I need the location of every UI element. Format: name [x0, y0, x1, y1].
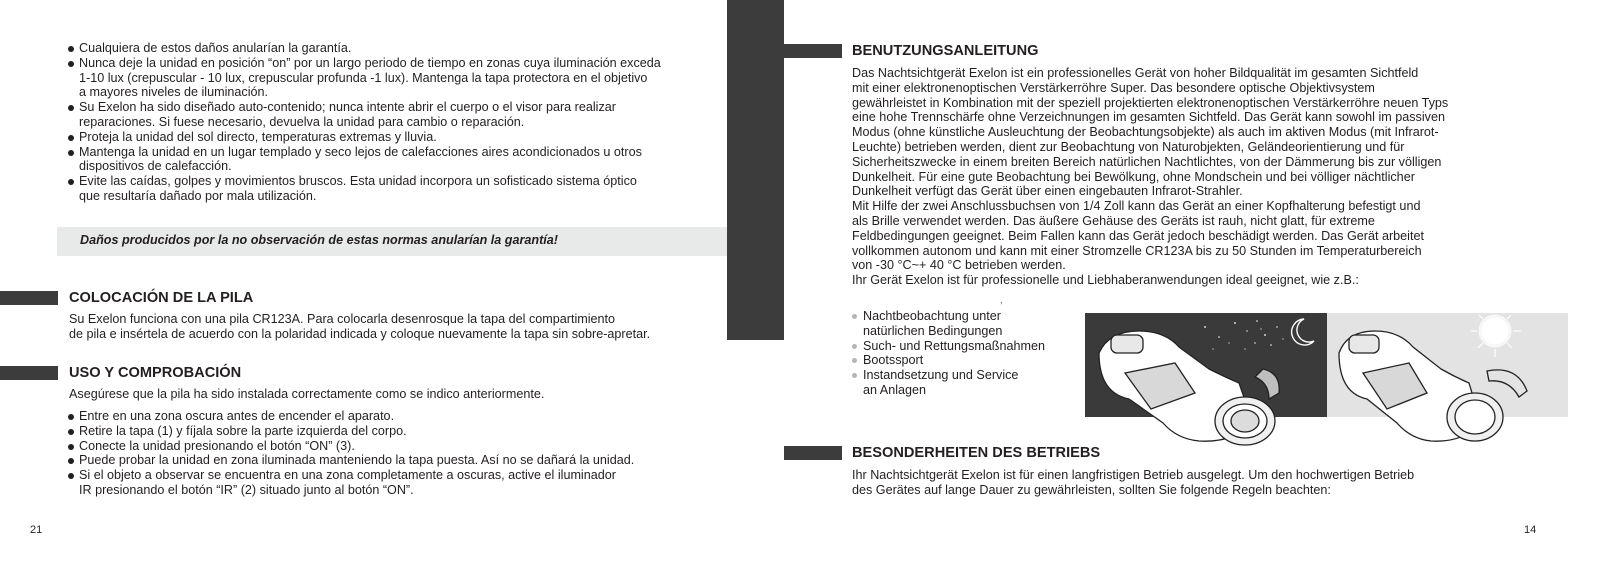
list-item-line: Nachtbeobachtung unter	[863, 309, 1001, 323]
paragraph-line: Modus (ohne künstliche Ausleuchtung der Beobachtungsobjekte) als auch im aktiven Modus (mit Infrarot-	[852, 125, 1439, 140]
list-item-line: dispositivos de calefacción.	[79, 159, 232, 174]
paragraph-line: Ihr Gerät Exelon ist für professionelle und Liebhaberanwendungen ideal geeignet, wie z.B.:	[852, 273, 1359, 288]
section-marker-bar	[0, 366, 58, 380]
stray-mark: ,	[1000, 295, 1003, 305]
list-item	[851, 309, 1081, 339]
warranty-bullet-list	[67, 41, 707, 204]
list-item-line: Proteja la unidad del sol directo, temperaturas extremas y lluvia.	[79, 129, 437, 144]
paragraph-line: Dunkelheit. Für eine gute Beobachtung bei Bewölkung, ohne Mondschein und bei völliger nächtlicher	[852, 169, 1415, 184]
night-vision-device-icon	[1099, 331, 1279, 445]
paragraph-line: von -30 °C~+ 40 °C betrieben werden.	[852, 258, 1066, 273]
uses-bullet-list	[851, 309, 1081, 398]
list-item-line: IR presionando el botón “IR” (2) situado junto al botón “ON”.	[79, 482, 414, 497]
operation-paragraph	[852, 468, 1414, 498]
paragraph-line: Das Nachtsichtgerät Exelon ist ein professionelles Gerät von hoher Bildqualität im gesamten Sichtfeld	[852, 66, 1419, 80]
list-item	[67, 145, 707, 175]
manual-paragraph	[852, 66, 1448, 288]
list-item	[67, 439, 707, 454]
list-item	[851, 368, 1081, 398]
list-item	[67, 100, 707, 130]
day-scene-image	[1327, 313, 1568, 417]
list-item	[67, 41, 707, 56]
list-item-line: Instandsetzung und Service	[863, 368, 1019, 383]
list-item-line: natürlichen Bedingungen	[863, 323, 1003, 338]
battery-paragraph	[69, 312, 650, 342]
section-marker-bar	[0, 291, 58, 305]
list-item	[67, 424, 707, 439]
list-item-line: Such- und Rettungsmaßnahmen	[863, 338, 1046, 353]
list-item-line: Entre en una zona oscura antes de encender el aparato.	[79, 409, 395, 423]
night-vision-device-icon	[1339, 331, 1527, 441]
usage-heading: USO Y COMPROBACIÓN	[69, 365, 242, 381]
paragraph-line: gewährleistet in Kombination mit der speziell projektierten elektronenoptischen Verstärkerröhre neuen Typs	[852, 95, 1449, 110]
sun-icon	[1471, 307, 1521, 357]
section-marker-bar	[784, 446, 842, 460]
list-item	[851, 339, 1081, 354]
list-item	[851, 353, 1081, 368]
list-item-line: Evite las caídas, golpes y movimientos bruscos. Esta unidad incorpora un sofisticado sistema óptico	[79, 174, 637, 189]
moon-icon	[1292, 319, 1314, 345]
list-item-line: 1-10 lux (crepuscular - 10 lux, crepuscular profunda -1 lux). Mantenga la tapa protectora en el objetivo	[79, 70, 648, 85]
page-number: 14	[1524, 524, 1537, 536]
list-item-line: que resultaría dañado por mala utilización.	[79, 188, 317, 203]
paragraph-line: mit einer elektronenoptischen Verstärkerröhre Super. Das besondere optische Objektivsystem	[852, 80, 1375, 95]
paragraph-line: Dunkelheit verfügt das Gerät über einen eingebauten Infrarot-Strahler.	[852, 184, 1243, 199]
list-item	[67, 453, 707, 468]
night-scene-image	[1085, 313, 1327, 417]
paragraph-line: Ihr Nachtsichtgerät Exelon ist für einen langfristigen Betrieb ausgelegt. Um den hochwertigen Betrieb	[852, 468, 1415, 482]
list-item	[67, 56, 707, 100]
list-item	[67, 468, 707, 498]
list-item	[67, 130, 707, 145]
list-item-line: a mayores niveles de iluminación.	[79, 85, 268, 100]
list-item-line: Cualquiera de estos daños anularían la garantía.	[79, 41, 352, 55]
manual-heading: BENUTZUNGSANLEITUNG	[852, 43, 1039, 59]
stars-icon	[1204, 320, 1284, 349]
warranty-notice-text: Daños producidos por la no observación de estas normas anularían la garantía!	[80, 233, 558, 247]
paragraph-line: Su Exelon funciona con una pila CR123A. Para colocarla desenrosque la tapa del compartimiento	[69, 312, 616, 326]
usage-intro: Asegúrese que la pila ha sido instalada correctamente como se indico anteriormente.	[69, 387, 545, 401]
paragraph-line: Mit Hilfe der zwei Anschlussbuchsen von 1/4 Zoll kann das Gerät an einer Kopfhalterung befestigt und	[852, 199, 1421, 214]
list-item-line: Mantenga la unidad en un lugar templado y seco lejos de calefacciones aires acondicionados u otros	[79, 144, 642, 159]
page-number: 21	[30, 524, 43, 536]
list-item-line: Si el objeto a observar se encuentra en una zona completamente a oscuras, active el iluminador	[79, 468, 616, 483]
paragraph-line: eine hohe Trennschärfe ohne Verzeichnungen im gesamten Sichtfeld. Das Gerät kann sowohl im passiven	[852, 110, 1445, 125]
list-item-line: Puede probar la unidad en zona iluminada manteniendo la tapa puesta. Así no se dañará la unidad.	[79, 453, 635, 468]
list-item-line: Retire la tapa (1) y fíjala sobre la parte izquierda del corpo.	[79, 423, 407, 438]
list-item-line: Conecte la unidad presionando el botón “ON” (3).	[79, 438, 355, 453]
list-item	[67, 174, 707, 204]
paragraph-line: als Brille verwendet werden. Das äußere Gehäuse des Geräts ist rauh, nicht glatt, für extreme	[852, 213, 1375, 228]
list-item	[67, 409, 707, 424]
paragraph-line: Leuchte) betrieben werden, dient zur Beobachtung von Naturobjekten, Geländeorientierung und für	[852, 139, 1405, 154]
battery-heading: COLOCACIÓN DE LA PILA	[69, 290, 254, 306]
list-item-line: Bootssport	[863, 353, 924, 368]
usage-bullet-list	[67, 409, 707, 498]
center-dark-band	[727, 0, 784, 340]
list-item-line: reparaciones. Si fuese necesario, devuelva la unidad para cambio o reparación.	[79, 114, 525, 129]
list-item-line: Su Exelon ha sido diseñado auto-contenido; nunca intente abrir el cuerpo o el visor para realizar	[79, 100, 616, 115]
section-marker-bar	[784, 44, 842, 58]
operation-heading: BESONDERHEITEN DES BETRIEBS	[852, 445, 1101, 461]
paragraph-line: des Gerätes auf lange Dauer zu gewährleisten, sollten Sie folgende Regeln beachten:	[852, 482, 1331, 497]
list-item-line: Nunca deje la unidad en posición “on” por un largo periodo de tiempo en zonas cuya iluminación exceda	[79, 55, 661, 70]
paragraph-line: Feldbedingungen geeignet. Beim Fallen kann das Gerät jedoch beschädigt werden. Das Gerät arbeitet	[852, 228, 1424, 243]
paragraph-line: vollkommen autonom und kann mit einer Stromzelle CR123A bis zu 50 Stunden im Temperaturbereich	[852, 243, 1422, 258]
paragraph-line: Sicherheitszwecke in einem breiten Bereich natürlichen Nachtlichtes, von der Dämmerung bis zur völligen	[852, 154, 1442, 169]
list-item-line: an Anlagen	[863, 382, 927, 397]
paragraph-line: de pila e insértela de acuerdo con la polaridad indicada y coloque nuevamente la tapa sin sobre-apretar.	[69, 326, 651, 341]
